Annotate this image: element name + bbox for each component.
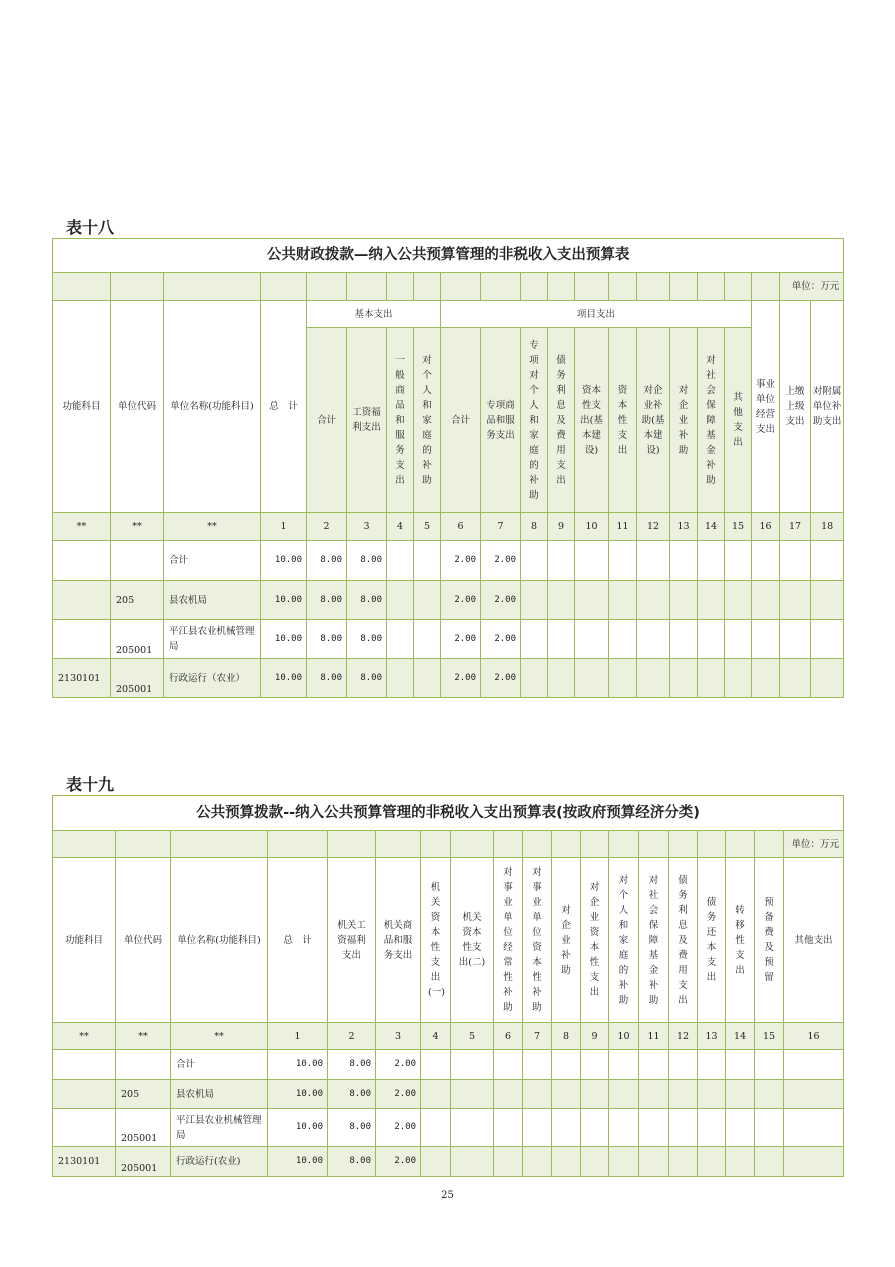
table-cell bbox=[639, 1147, 669, 1177]
table-cell bbox=[414, 581, 441, 620]
blank-cell bbox=[261, 273, 307, 301]
column-number: 4 bbox=[421, 1023, 451, 1050]
column-number: 8 bbox=[521, 513, 548, 541]
column-header: 对社会保障基金补助 bbox=[639, 858, 669, 1023]
blank-cell bbox=[328, 831, 376, 858]
column-subheader: 债务利息及费用支出 bbox=[548, 328, 575, 513]
blank-cell bbox=[53, 273, 111, 301]
table-cell: 2.00 bbox=[481, 581, 521, 620]
table-19 bbox=[52, 795, 844, 1177]
column-number: ** bbox=[171, 1023, 268, 1050]
column-number: 16 bbox=[752, 513, 780, 541]
table-cell bbox=[670, 659, 698, 698]
table-cell bbox=[637, 659, 670, 698]
table-cell: 2.00 bbox=[376, 1147, 421, 1177]
table-cell bbox=[387, 581, 414, 620]
column-number: 7 bbox=[523, 1023, 552, 1050]
table-cell bbox=[811, 620, 844, 659]
column-number: ** bbox=[164, 513, 261, 541]
column-number: 8 bbox=[552, 1023, 581, 1050]
table-cell: 平江县农业机械管理局 bbox=[164, 620, 261, 659]
table-cell: 2.00 bbox=[481, 659, 521, 698]
table-cell: 10.00 bbox=[268, 1050, 328, 1080]
blank-cell bbox=[523, 831, 552, 858]
table-cell: 10.00 bbox=[268, 1147, 328, 1177]
table-cell bbox=[639, 1050, 669, 1080]
blank-cell bbox=[268, 831, 328, 858]
column-number: 7 bbox=[481, 513, 521, 541]
table-cell: 平江县农业机械管理局 bbox=[171, 1109, 268, 1147]
table-cell bbox=[811, 541, 844, 581]
table-cell bbox=[421, 1147, 451, 1177]
table-cell bbox=[548, 541, 575, 581]
table-cell bbox=[698, 1080, 726, 1109]
blank-cell bbox=[725, 273, 752, 301]
table-cell bbox=[784, 1109, 844, 1147]
table-cell bbox=[581, 1109, 609, 1147]
table-cell bbox=[609, 1109, 639, 1147]
blank-cell bbox=[639, 831, 669, 858]
table-cell bbox=[581, 1147, 609, 1177]
table-cell bbox=[780, 620, 811, 659]
blank-cell bbox=[698, 273, 725, 301]
column-header: 其他支出 bbox=[784, 858, 844, 1023]
column-number: 10 bbox=[575, 513, 609, 541]
column-header: 债务利息及费用支出 bbox=[669, 858, 698, 1023]
table-cell bbox=[755, 1109, 784, 1147]
blank-cell bbox=[581, 831, 609, 858]
column-header: 对企业资本性支出 bbox=[581, 858, 609, 1023]
column-number: 18 bbox=[811, 513, 844, 541]
table-cell: 10.00 bbox=[268, 1080, 328, 1109]
table-cell bbox=[552, 1080, 581, 1109]
column-header: 对企业补助 bbox=[552, 858, 581, 1023]
column-number: 5 bbox=[414, 513, 441, 541]
table-cell bbox=[752, 541, 780, 581]
column-number: 14 bbox=[698, 513, 725, 541]
column-number: 2 bbox=[307, 513, 347, 541]
table-cell: 8.00 bbox=[347, 581, 387, 620]
table-cell: 205001 bbox=[111, 620, 164, 659]
table-cell bbox=[698, 659, 725, 698]
table-cell bbox=[669, 1147, 698, 1177]
column-number: 3 bbox=[376, 1023, 421, 1050]
column-number: ** bbox=[111, 513, 164, 541]
table-cell: 2.00 bbox=[441, 581, 481, 620]
table-cell bbox=[552, 1147, 581, 1177]
column-subheader: 对企业补助(基本建设) bbox=[637, 328, 670, 513]
table-cell: 8.00 bbox=[347, 620, 387, 659]
table-cell bbox=[494, 1050, 523, 1080]
blank-cell bbox=[552, 831, 581, 858]
column-header: 单位代码 bbox=[116, 858, 171, 1023]
blank-cell bbox=[414, 273, 441, 301]
column-header: 对事业单位资本性补助 bbox=[523, 858, 552, 1023]
table-cell bbox=[421, 1080, 451, 1109]
table-cell: 县农机局 bbox=[171, 1080, 268, 1109]
table-cell bbox=[111, 541, 164, 581]
table-cell bbox=[53, 1109, 116, 1147]
table-cell bbox=[521, 659, 548, 698]
column-number: 2 bbox=[328, 1023, 376, 1050]
column-header: 单位代码 bbox=[111, 301, 164, 513]
column-number: ** bbox=[116, 1023, 171, 1050]
column-header: 债务还本支出 bbox=[698, 858, 726, 1023]
blank-cell bbox=[111, 273, 164, 301]
table-cell: 8.00 bbox=[328, 1147, 376, 1177]
table-cell: 2.00 bbox=[376, 1109, 421, 1147]
table-cell: 2.00 bbox=[441, 541, 481, 581]
table-cell bbox=[726, 1109, 755, 1147]
table-cell bbox=[494, 1080, 523, 1109]
table-cell: 8.00 bbox=[347, 659, 387, 698]
blank-cell bbox=[752, 273, 780, 301]
table-cell bbox=[581, 1050, 609, 1080]
blank-cell bbox=[307, 273, 347, 301]
blank-cell bbox=[421, 831, 451, 858]
table-cell bbox=[414, 659, 441, 698]
table-cell: 2130101 bbox=[53, 659, 111, 698]
table-cell bbox=[609, 659, 637, 698]
table-cell bbox=[414, 620, 441, 659]
table-cell bbox=[552, 1109, 581, 1147]
column-number: 11 bbox=[639, 1023, 669, 1050]
table-cell bbox=[53, 541, 111, 581]
column-header: 功能科目 bbox=[53, 858, 116, 1023]
blank-cell bbox=[451, 831, 494, 858]
blank-cell bbox=[698, 831, 726, 858]
table-cell: 2.00 bbox=[441, 620, 481, 659]
column-number: 10 bbox=[609, 1023, 639, 1050]
table-cell bbox=[521, 541, 548, 581]
table-cell: 10.00 bbox=[261, 659, 307, 698]
column-header: 对事业单位经常性补助 bbox=[494, 858, 523, 1023]
column-number: 17 bbox=[780, 513, 811, 541]
table-cell bbox=[637, 620, 670, 659]
blank-cell bbox=[609, 273, 637, 301]
table-cell bbox=[581, 1080, 609, 1109]
table-cell: 2.00 bbox=[441, 659, 481, 698]
table-cell bbox=[755, 1147, 784, 1177]
column-number: 1 bbox=[268, 1023, 328, 1050]
blank-cell bbox=[609, 831, 639, 858]
table-cell bbox=[670, 541, 698, 581]
table-cell bbox=[575, 541, 609, 581]
table-cell bbox=[523, 1109, 552, 1147]
table-cell: 2.00 bbox=[376, 1050, 421, 1080]
table-cell bbox=[725, 541, 752, 581]
table-title: 公共财政拨款—纳入公共预算管理的非税收入支出预算表 bbox=[53, 239, 844, 273]
column-header: 总 计 bbox=[261, 301, 307, 513]
table-cell bbox=[784, 1147, 844, 1177]
column-number: 12 bbox=[669, 1023, 698, 1050]
blank-cell bbox=[171, 831, 268, 858]
table-cell bbox=[494, 1147, 523, 1177]
table-cell bbox=[698, 1050, 726, 1080]
column-header: 功能科目 bbox=[53, 301, 111, 513]
table-cell bbox=[53, 1080, 116, 1109]
table-cell bbox=[639, 1109, 669, 1147]
table-cell bbox=[669, 1080, 698, 1109]
table-cell bbox=[609, 620, 637, 659]
table-cell: 2.00 bbox=[376, 1080, 421, 1109]
table-cell bbox=[752, 659, 780, 698]
column-subheader: 对个人和家庭的补助 bbox=[414, 328, 441, 513]
table-cell: 205001 bbox=[116, 1147, 171, 1177]
table-cell bbox=[698, 541, 725, 581]
table-cell bbox=[698, 1147, 726, 1177]
column-number: 14 bbox=[726, 1023, 755, 1050]
blank-cell bbox=[481, 273, 521, 301]
table-cell bbox=[637, 541, 670, 581]
column-number: 9 bbox=[548, 513, 575, 541]
column-number: 15 bbox=[755, 1023, 784, 1050]
column-number: 6 bbox=[441, 513, 481, 541]
column-number: 16 bbox=[784, 1023, 844, 1050]
blank-cell bbox=[548, 273, 575, 301]
table-cell bbox=[521, 620, 548, 659]
table-cell: 县农机局 bbox=[164, 581, 261, 620]
table-cell: 8.00 bbox=[307, 541, 347, 581]
table-cell bbox=[698, 581, 725, 620]
table-cell bbox=[548, 581, 575, 620]
column-number: 9 bbox=[581, 1023, 609, 1050]
blank-cell bbox=[669, 831, 698, 858]
table-18 bbox=[52, 238, 844, 698]
table-cell: 8.00 bbox=[347, 541, 387, 581]
column-number: 15 bbox=[725, 513, 752, 541]
column-number: 1 bbox=[261, 513, 307, 541]
table-cell bbox=[523, 1080, 552, 1109]
unit-label: 单位：万元 bbox=[784, 831, 844, 858]
column-number: 6 bbox=[494, 1023, 523, 1050]
table-cell bbox=[669, 1109, 698, 1147]
column-number: ** bbox=[53, 513, 111, 541]
column-subheader: 一般商品和服务支出 bbox=[387, 328, 414, 513]
blank-cell bbox=[637, 273, 670, 301]
column-subheader: 专项对个人和家庭的补助 bbox=[521, 328, 548, 513]
table-cell bbox=[414, 541, 441, 581]
table-cell bbox=[609, 1050, 639, 1080]
column-header: 转移性支出 bbox=[726, 858, 755, 1023]
table-cell: 10.00 bbox=[261, 541, 307, 581]
table-cell: 合计 bbox=[164, 541, 261, 581]
blank-cell bbox=[441, 273, 481, 301]
blank-cell bbox=[494, 831, 523, 858]
table-cell bbox=[698, 1109, 726, 1147]
table-title: 公共预算拨款--纳入公共预算管理的非税收入支出预算表(按政府预算经济分类) bbox=[53, 796, 844, 831]
table-cell bbox=[811, 581, 844, 620]
table-cell bbox=[451, 1109, 494, 1147]
table-cell: 2.00 bbox=[481, 541, 521, 581]
table-cell bbox=[609, 1080, 639, 1109]
table-cell bbox=[387, 541, 414, 581]
table-cell: 205 bbox=[116, 1080, 171, 1109]
blank-cell bbox=[387, 273, 414, 301]
table-cell bbox=[451, 1050, 494, 1080]
table-cell bbox=[552, 1050, 581, 1080]
table-cell bbox=[669, 1050, 698, 1080]
table-cell: 8.00 bbox=[328, 1109, 376, 1147]
table-cell bbox=[451, 1147, 494, 1177]
table-cell bbox=[725, 659, 752, 698]
column-subheader: 资本性支出(基本建设) bbox=[575, 328, 609, 513]
column-header: 机关资本性支出(二) bbox=[451, 858, 494, 1023]
table-cell bbox=[575, 659, 609, 698]
table-cell bbox=[421, 1109, 451, 1147]
table-cell: 2130101 bbox=[53, 1147, 116, 1177]
table-cell bbox=[784, 1080, 844, 1109]
table-cell bbox=[609, 581, 637, 620]
table-cell bbox=[784, 1050, 844, 1080]
column-header: 总 计 bbox=[268, 858, 328, 1023]
table-cell bbox=[726, 1050, 755, 1080]
table-cell bbox=[639, 1080, 669, 1109]
blank-cell bbox=[164, 273, 261, 301]
column-header: 基本支出 bbox=[307, 301, 441, 328]
column-subheader: 资本性支出 bbox=[609, 328, 637, 513]
table-cell bbox=[494, 1109, 523, 1147]
table-cell: 8.00 bbox=[307, 620, 347, 659]
table-cell bbox=[53, 1050, 116, 1080]
table-cell bbox=[548, 659, 575, 698]
table-18-label: 表十八 bbox=[66, 218, 115, 237]
blank-cell bbox=[376, 831, 421, 858]
blank-cell bbox=[116, 831, 171, 858]
column-header: 单位名称(功能科目) bbox=[164, 301, 261, 513]
column-number: 5 bbox=[451, 1023, 494, 1050]
blank-cell bbox=[670, 273, 698, 301]
column-header: 单位名称(功能科目) bbox=[171, 858, 268, 1023]
table-cell: 205001 bbox=[116, 1109, 171, 1147]
column-number: ** bbox=[53, 1023, 116, 1050]
table-cell bbox=[780, 659, 811, 698]
blank-cell bbox=[755, 831, 784, 858]
column-subheader: 工资福利支出 bbox=[347, 328, 387, 513]
table-cell bbox=[698, 620, 725, 659]
table-cell bbox=[725, 620, 752, 659]
table-cell bbox=[670, 581, 698, 620]
table-cell bbox=[755, 1080, 784, 1109]
table-cell: 10.00 bbox=[261, 620, 307, 659]
table-cell bbox=[780, 581, 811, 620]
column-header: 机关资本性支出(一) bbox=[421, 858, 451, 1023]
column-header: 机关工资福利支出 bbox=[328, 858, 376, 1023]
column-header: 上缴上级支出 bbox=[780, 301, 811, 513]
column-subheader: 专项商品和服务支出 bbox=[481, 328, 521, 513]
column-subheader: 对社会保障基金补助 bbox=[698, 328, 725, 513]
table-cell: 8.00 bbox=[328, 1080, 376, 1109]
table-cell: 行政运行（农业） bbox=[164, 659, 261, 698]
column-subheader: 合计 bbox=[441, 328, 481, 513]
column-header: 预备费及预留 bbox=[755, 858, 784, 1023]
blank-cell bbox=[726, 831, 755, 858]
table-cell bbox=[755, 1050, 784, 1080]
table-cell bbox=[575, 620, 609, 659]
blank-cell bbox=[521, 273, 548, 301]
table-cell bbox=[523, 1147, 552, 1177]
column-number: 11 bbox=[609, 513, 637, 541]
table-cell bbox=[752, 620, 780, 659]
table-cell bbox=[53, 620, 111, 659]
table-cell bbox=[575, 581, 609, 620]
table-cell bbox=[523, 1050, 552, 1080]
column-header: 机关商品和服务支出 bbox=[376, 858, 421, 1023]
column-subheader: 其他支出 bbox=[725, 328, 752, 513]
unit-label: 单位：万元 bbox=[780, 273, 844, 301]
table-cell: 205001 bbox=[111, 659, 164, 698]
table-cell bbox=[637, 581, 670, 620]
table-cell bbox=[811, 659, 844, 698]
table-cell: 10.00 bbox=[268, 1109, 328, 1147]
table-cell: 行政运行(农业) bbox=[171, 1147, 268, 1177]
table-cell: 8.00 bbox=[328, 1050, 376, 1080]
table-cell bbox=[451, 1080, 494, 1109]
table-cell bbox=[548, 620, 575, 659]
table-cell bbox=[609, 1147, 639, 1177]
table-cell bbox=[387, 659, 414, 698]
column-number: 12 bbox=[637, 513, 670, 541]
table-cell: 8.00 bbox=[307, 581, 347, 620]
table-19-label: 表十九 bbox=[66, 775, 115, 794]
table-cell bbox=[421, 1050, 451, 1080]
blank-cell bbox=[575, 273, 609, 301]
table-cell bbox=[780, 541, 811, 581]
table-cell: 8.00 bbox=[307, 659, 347, 698]
column-subheader: 对企业补助 bbox=[670, 328, 698, 513]
table-cell bbox=[521, 581, 548, 620]
table-cell bbox=[725, 581, 752, 620]
table-cell: 合计 bbox=[171, 1050, 268, 1080]
table-cell bbox=[726, 1147, 755, 1177]
table-cell bbox=[752, 581, 780, 620]
table-cell bbox=[53, 581, 111, 620]
table-cell bbox=[387, 620, 414, 659]
column-header: 对附属单位补助支出 bbox=[811, 301, 844, 513]
table-cell: 2.00 bbox=[481, 620, 521, 659]
table-cell: 10.00 bbox=[261, 581, 307, 620]
column-header: 事业单位经营支出 bbox=[752, 301, 780, 513]
blank-cell bbox=[347, 273, 387, 301]
blank-cell bbox=[53, 831, 116, 858]
table-cell: 205 bbox=[111, 581, 164, 620]
page-number: 25 bbox=[441, 1190, 454, 1201]
column-header: 项目支出 bbox=[441, 301, 752, 328]
column-header: 对个人和家庭的补助 bbox=[609, 858, 639, 1023]
table-cell bbox=[726, 1080, 755, 1109]
column-number: 13 bbox=[698, 1023, 726, 1050]
column-subheader: 合计 bbox=[307, 328, 347, 513]
table-cell bbox=[116, 1050, 171, 1080]
column-number: 3 bbox=[347, 513, 387, 541]
column-number: 13 bbox=[670, 513, 698, 541]
column-number: 4 bbox=[387, 513, 414, 541]
table-cell bbox=[609, 541, 637, 581]
table-cell bbox=[670, 620, 698, 659]
